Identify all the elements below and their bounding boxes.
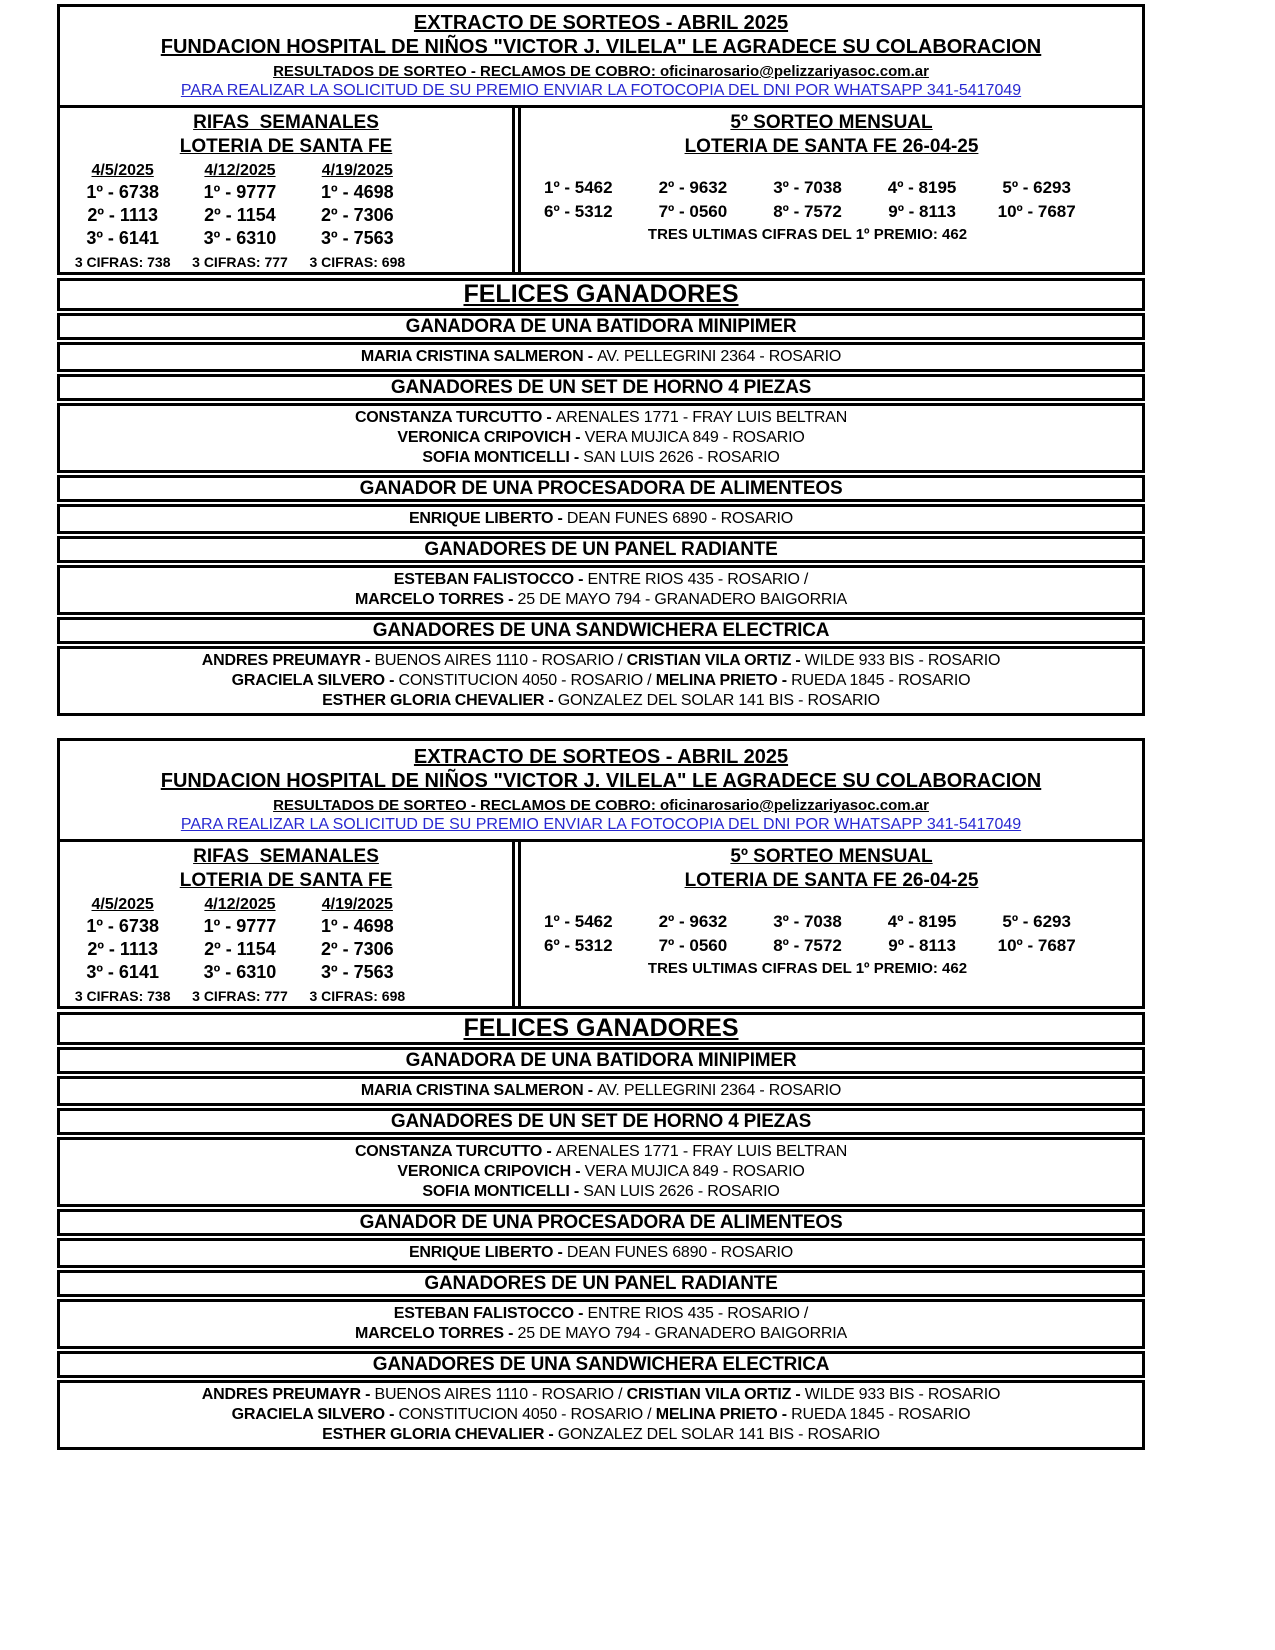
- weekly-raffles-panel: [60, 842, 512, 1006]
- monthly-subtitle: LOTERIA DE SANTA FE 26-04-25: [684, 870, 979, 891]
- winner-name: ESTHER GLORIA CHEVALIER -: [322, 1426, 558, 1443]
- prize-number: 1º - 9777: [203, 916, 277, 936]
- happy-winners-banner: [57, 1012, 1145, 1045]
- three-digits-value: 3 CIFRAS: 698: [309, 254, 406, 270]
- prize-number: 5º - 6293: [1002, 178, 1071, 197]
- winner-name: GRACIELA SILVERO -: [231, 672, 399, 689]
- three-digits-value: 3 CIFRAS: 738: [74, 988, 171, 1004]
- winner-name: MARIA CRISTINA SALMERON -: [360, 1082, 598, 1099]
- prize-number: 2º - 9632: [658, 912, 728, 931]
- winner-name: MARCELO TORRES -: [354, 1325, 518, 1342]
- monthly-prize-row-2: [521, 200, 1094, 224]
- prize-number: 9º - 8113: [888, 202, 956, 221]
- winner-line: [60, 651, 1142, 671]
- draw-date: 4/5/2025: [91, 896, 154, 913]
- winner-line: [60, 570, 1142, 590]
- winner-address: RUEDA 1845 - ROSARIO: [791, 1406, 971, 1423]
- winner-line: [60, 1385, 1142, 1405]
- weekly-results-grid: [64, 893, 416, 1006]
- winner-line: [60, 1304, 1142, 1324]
- winner-address: VERA MUJICA 849 - ROSARIO: [584, 1163, 805, 1180]
- prize-section-heading: GANADORES DE UN SET DE HORNO 4 PIEZAS: [57, 374, 1145, 401]
- winner-name: GRACIELA SILVERO -: [231, 1406, 399, 1423]
- winner-name: ENRIQUE LIBERTO -: [408, 1244, 567, 1261]
- draw-date: 4/12/2025: [204, 162, 276, 179]
- winner-name: MELINA PRIETO -: [655, 1406, 792, 1423]
- winner-address: ARENALES 1771 - FRAY LUIS BELTRAN: [555, 1143, 848, 1160]
- prize-section-heading: GANADORA DE UNA BATIDORA MINIPIMER: [57, 313, 1145, 340]
- weekly-raffles-panel: [60, 108, 512, 272]
- header-and-draws-box: [57, 738, 1145, 1009]
- winner-address: BUENOS AIRES 1110 - ROSARIO /: [374, 652, 627, 669]
- prize-number: 3º - 7038: [773, 178, 842, 197]
- winner-line: [60, 408, 1142, 428]
- winner-address: AV. PELLEGRINI 2364 - ROSARIO: [597, 348, 842, 365]
- three-digits-value: 3 CIFRAS: 738: [74, 254, 171, 270]
- prize-number: 1º - 6738: [86, 182, 159, 202]
- winner-name: SOFIA MONTICELLI -: [422, 1183, 584, 1200]
- prize-number: 2º - 7306: [321, 939, 394, 959]
- document-header: [60, 741, 1142, 839]
- winner-line: [60, 347, 1142, 367]
- weekly-subtitle: LOTERIA DE SANTA FE: [179, 870, 393, 891]
- winner-name: VERONICA CRIPOVICH -: [397, 1163, 585, 1180]
- winner-line: [60, 1243, 1142, 1263]
- column-divider: [512, 842, 521, 1006]
- winner-line: [60, 590, 1142, 610]
- prize-number: 3º - 6141: [86, 962, 159, 982]
- extract-block: [57, 4, 1145, 716]
- prize-number: 4º - 8195: [887, 912, 957, 931]
- winner-address: CONSTITUCION 4050 - ROSARIO /: [398, 672, 656, 689]
- weekly-dates-row: [64, 159, 416, 181]
- prize-winners-box: [57, 403, 1145, 473]
- prize-number: 7º - 0560: [658, 202, 728, 221]
- prize-section-heading: GANADORES DE UN SET DE HORNO 4 PIEZAS: [57, 1108, 1145, 1135]
- prize-number: 2º - 1154: [204, 939, 276, 959]
- extract-block: [57, 738, 1145, 1450]
- winner-line: [60, 691, 1142, 711]
- prize-number: 1º - 6738: [86, 916, 159, 936]
- prize-number: 10º - 7687: [997, 202, 1076, 221]
- prize-number: 3º - 6141: [86, 228, 159, 248]
- organization-line: FUNDACION HOSPITAL DE NIÑOS "VICTOR J. VILELA" LE AGRADECE SU COLABORACION: [160, 36, 1042, 58]
- page-title: EXTRACTO DE SORTEOS - ABRIL 2025: [413, 746, 789, 768]
- winner-address: WILDE 933 BIS - ROSARIO: [804, 652, 1001, 669]
- winner-name: ENRIQUE LIBERTO -: [408, 510, 567, 527]
- winner-name: ANDRES PREUMAYR -: [201, 652, 375, 669]
- prize-section-heading: GANADORES DE UNA SANDWICHERA ELECTRICA: [57, 617, 1145, 644]
- draw-date: 4/19/2025: [321, 896, 393, 913]
- draw-date: 4/5/2025: [91, 162, 154, 179]
- draw-results-area: [60, 105, 1142, 272]
- winner-address: DEAN FUNES 6890 - ROSARIO: [566, 510, 794, 527]
- weekly-first-prize-row: [64, 915, 416, 938]
- prize-winners-box: [57, 1238, 1145, 1268]
- three-digits-value: 3 CIFRAS: 777: [192, 254, 288, 270]
- monthly-title: 5º SORTEO MENSUAL: [730, 846, 933, 867]
- prize-number: 2º - 1113: [87, 205, 158, 225]
- weekly-subtitle: LOTERIA DE SANTA FE: [179, 136, 393, 157]
- column-divider: [512, 108, 521, 272]
- prize-winners-box: [57, 565, 1145, 615]
- monthly-results-grid: [521, 159, 1142, 224]
- winner-address: 25 DE MAYO 794 - GRANADERO BAIGORRIA: [517, 1325, 847, 1342]
- prize-number: 3º - 7563: [321, 962, 394, 982]
- prize-number: 2º - 9632: [658, 178, 728, 197]
- monthly-prize-row-2: [521, 934, 1094, 958]
- draw-date: 4/19/2025: [321, 162, 393, 179]
- weekly-title: RIFAS SEMANALES: [193, 846, 379, 867]
- prize-number: 2º - 1113: [87, 939, 158, 959]
- monthly-subtitle: LOTERIA DE SANTA FE 26-04-25: [684, 136, 979, 157]
- prize-section-heading: GANADORES DE UNA SANDWICHERA ELECTRICA: [57, 1351, 1145, 1378]
- prize-number: 5º - 6293: [1002, 912, 1071, 931]
- winner-name: CONSTANZA TURCUTTO -: [354, 409, 556, 426]
- draw-date: 4/12/2025: [204, 896, 276, 913]
- monthly-results-grid: [521, 893, 1142, 958]
- document-header: [60, 7, 1142, 105]
- winner-line: [60, 1162, 1142, 1182]
- weekly-three-digits-row: [64, 250, 416, 272]
- whatsapp-claim-link[interactable]: PARA REALIZAR LA SOLICITUD DE SU PREMIO ENVIAR LA FOTOCOPIA DEL DNI POR WHATSAPP 341-5417049: [180, 82, 1022, 99]
- winner-name: SOFIA MONTICELLI -: [422, 449, 584, 466]
- weekly-results-grid: [64, 159, 416, 272]
- happy-winners-title: FELICES GANADORES: [463, 280, 739, 308]
- prize-number: 9º - 8113: [888, 936, 956, 955]
- winner-address: ENTRE RIOS 435 - ROSARIO /: [587, 1305, 809, 1322]
- organization-line: FUNDACION HOSPITAL DE NIÑOS "VICTOR J. VILELA" LE AGRADECE SU COLABORACION: [160, 770, 1042, 792]
- winner-address: ENTRE RIOS 435 - ROSARIO /: [587, 571, 809, 588]
- winner-name: CRISTIAN VILA ORTIZ -: [626, 652, 805, 669]
- results-contact-line: RESULTADOS DE SORTEO - RECLAMOS DE COBRO: oficinarosario@pelizzariyasoc.com.ar: [273, 797, 929, 814]
- prize-winners-box: [57, 1137, 1145, 1207]
- happy-winners-title: FELICES GANADORES: [463, 1014, 739, 1042]
- prize-number: 3º - 6310: [203, 962, 277, 982]
- winner-address: VERA MUJICA 849 - ROSARIO: [584, 429, 805, 446]
- winner-name: ESTEBAN FALISTOCCO -: [393, 1305, 588, 1322]
- winner-address: 25 DE MAYO 794 - GRANADERO BAIGORRIA: [517, 591, 847, 608]
- weekly-three-digits-row: [64, 984, 416, 1006]
- weekly-third-prize-row: [64, 227, 416, 250]
- winner-name: ANDRES PREUMAYR -: [201, 1386, 375, 1403]
- prize-number: 2º - 1154: [204, 205, 276, 225]
- prize-number: 7º - 0560: [658, 936, 728, 955]
- prize-number: 1º - 4698: [321, 182, 394, 202]
- winner-name: CONSTANZA TURCUTTO -: [354, 1143, 556, 1160]
- page-title: EXTRACTO DE SORTEOS - ABRIL 2025: [413, 12, 789, 34]
- prize-winners-box: [57, 646, 1145, 716]
- winner-address: GONZALEZ DEL SOLAR 141 BIS - ROSARIO: [557, 1426, 880, 1443]
- prize-section-heading: GANADOR DE UNA PROCESADORA DE ALIMENTEOS: [57, 1209, 1145, 1236]
- winner-address: GONZALEZ DEL SOLAR 141 BIS - ROSARIO: [557, 692, 880, 709]
- weekly-title: RIFAS SEMANALES: [193, 112, 379, 133]
- prize-number: 1º - 5462: [544, 912, 613, 931]
- winner-line: [60, 1405, 1142, 1425]
- winner-address: CONSTITUCION 4050 - ROSARIO /: [398, 1406, 656, 1423]
- prize-number: 3º - 7038: [773, 912, 842, 931]
- winner-address: DEAN FUNES 6890 - ROSARIO: [566, 1244, 794, 1261]
- three-digits-value: 3 CIFRAS: 698: [309, 988, 406, 1004]
- winner-line: [60, 1182, 1142, 1202]
- winner-address: WILDE 933 BIS - ROSARIO: [804, 1386, 1001, 1403]
- prize-winners-box: [57, 342, 1145, 372]
- winner-address: SAN LUIS 2626 - ROSARIO: [583, 449, 780, 466]
- prize-number: 8º - 7572: [773, 936, 842, 955]
- winner-name: MARCELO TORRES -: [354, 591, 518, 608]
- prize-number: 10º - 7687: [997, 936, 1076, 955]
- winner-line: [60, 448, 1142, 468]
- prize-section-heading: GANADOR DE UNA PROCESADORA DE ALIMENTEOS: [57, 475, 1145, 502]
- prize-number: 1º - 5462: [544, 178, 613, 197]
- monthly-draw-panel: [521, 842, 1142, 1006]
- weekly-second-prize-row: [64, 204, 416, 227]
- prize-number: 6º - 5312: [544, 202, 613, 221]
- last-three-digits-line: TRES ULTIMAS CIFRAS DEL 1º PREMIO: 462: [647, 960, 968, 977]
- weekly-dates-row: [64, 893, 416, 915]
- prize-winners-box: [57, 1076, 1145, 1106]
- winner-line: [60, 509, 1142, 529]
- prize-number: 3º - 7563: [321, 228, 394, 248]
- winner-address: SAN LUIS 2626 - ROSARIO: [583, 1183, 780, 1200]
- winner-name: ESTHER GLORIA CHEVALIER -: [322, 692, 558, 709]
- winner-address: AV. PELLEGRINI 2364 - ROSARIO: [597, 1082, 842, 1099]
- happy-winners-banner: [57, 278, 1145, 311]
- prize-number: 8º - 7572: [773, 202, 842, 221]
- weekly-second-prize-row: [64, 938, 416, 961]
- prize-winners-box: [57, 504, 1145, 534]
- monthly-prize-row-1: [521, 176, 1094, 200]
- draw-results-area: [60, 839, 1142, 1006]
- winner-line: [60, 428, 1142, 448]
- monthly-prize-row-1: [521, 910, 1094, 934]
- prize-section-heading: GANADORES DE UN PANEL RADIANTE: [57, 536, 1145, 563]
- winner-name: ESTEBAN FALISTOCCO -: [393, 571, 588, 588]
- winner-line: [60, 1324, 1142, 1344]
- three-digits-value: 3 CIFRAS: 777: [192, 988, 288, 1004]
- winner-name: MARIA CRISTINA SALMERON -: [360, 348, 598, 365]
- winner-address: RUEDA 1845 - ROSARIO: [791, 672, 971, 689]
- winner-line: [60, 1142, 1142, 1162]
- whatsapp-claim-link[interactable]: PARA REALIZAR LA SOLICITUD DE SU PREMIO ENVIAR LA FOTOCOPIA DEL DNI POR WHATSAPP 341-5417049: [180, 816, 1022, 833]
- prize-section-heading: GANADORES DE UN PANEL RADIANTE: [57, 1270, 1145, 1297]
- header-and-draws-box: [57, 4, 1145, 275]
- monthly-draw-panel: [521, 108, 1142, 272]
- monthly-title: 5º SORTEO MENSUAL: [730, 112, 933, 133]
- winner-line: [60, 1425, 1142, 1445]
- prize-number: 4º - 8195: [887, 178, 957, 197]
- weekly-third-prize-row: [64, 961, 416, 984]
- winner-address: BUENOS AIRES 1110 - ROSARIO /: [374, 1386, 627, 1403]
- winner-name: VERONICA CRIPOVICH -: [397, 429, 585, 446]
- prize-number: 3º - 6310: [203, 228, 277, 248]
- prize-winners-box: [57, 1380, 1145, 1450]
- prize-number: 1º - 9777: [203, 182, 277, 202]
- last-three-digits-line: TRES ULTIMAS CIFRAS DEL 1º PREMIO: 462: [647, 226, 968, 243]
- prize-winners-box: [57, 1299, 1145, 1349]
- prize-number: 1º - 4698: [321, 916, 394, 936]
- winner-name: CRISTIAN VILA ORTIZ -: [626, 1386, 805, 1403]
- winner-address: ARENALES 1771 - FRAY LUIS BELTRAN: [555, 409, 848, 426]
- results-contact-line: RESULTADOS DE SORTEO - RECLAMOS DE COBRO: oficinarosario@pelizzariyasoc.com.ar: [273, 63, 929, 80]
- prize-number: 2º - 7306: [321, 205, 394, 225]
- winner-line: [60, 671, 1142, 691]
- prize-number: 6º - 5312: [544, 936, 613, 955]
- winner-line: [60, 1081, 1142, 1101]
- winner-name: MELINA PRIETO -: [655, 672, 792, 689]
- weekly-first-prize-row: [64, 181, 416, 204]
- prize-section-heading: GANADORA DE UNA BATIDORA MINIPIMER: [57, 1047, 1145, 1074]
